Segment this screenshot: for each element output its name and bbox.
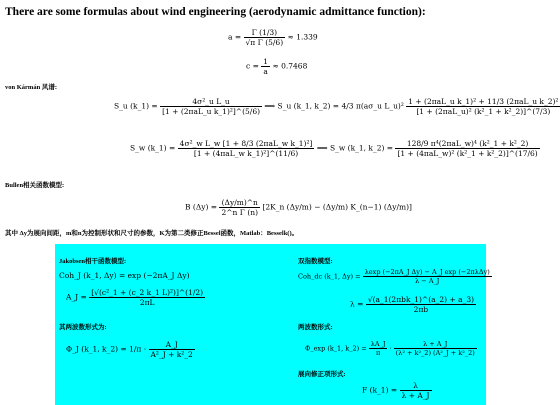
phi-j-denominator: A²_J + k²_2 (150, 350, 193, 359)
phi-exp-numerator: λ + A_J (394, 340, 477, 349)
jakobsen-label: Jakobsen相干函数模型: (59, 258, 127, 265)
jakobsen-coherence: Coh_J (k_1, Δy) = exp (−2πA_J Δy) (59, 271, 190, 280)
von-karman-label: von Kármán 风谱: (5, 84, 57, 91)
su-implies: ⟹ S_u (k_1, k_2) = (264, 101, 340, 111)
coh-dc-denominator: λ − A_J (415, 277, 440, 285)
sw2-denominator: [1 + (4πaL_w)² (k²_1 + k²_2)]^(17/6) (397, 149, 538, 158)
wavenumber-label-right: 两波数形式: (298, 324, 333, 331)
equation-a-denominator: √π Γ (5/6) (245, 38, 284, 47)
su2-coefficient: 4/3 π(aσ_u L_u)² (341, 101, 404, 111)
bullen-label: Bullen相关函数模型: (5, 182, 65, 189)
equation-a-numerator: Γ (1/3) (244, 28, 286, 38)
f-equation (362, 381, 432, 400)
su-denominator: [1 + (2πaL_u k_1)²]^(5/6) (162, 107, 261, 116)
sw-lhs: S_w (k_1) = (130, 143, 176, 153)
phi-exp-coefficient-numerator: λA_J (370, 340, 386, 348)
aj-equation (66, 288, 205, 307)
su2-denominator: [1 + (2πaL_u)² (k²_1 + k²_2)]^(7/3) (416, 107, 551, 116)
phi-exp-coefficient-denominator: π (375, 349, 381, 357)
phi-exp-denominator: (λ² + k²_2) (A²_J + k²_2) (395, 349, 475, 357)
equation-c-numerator: 1 (263, 57, 269, 66)
sw-equation (130, 139, 540, 158)
phi-j-numerator: A_J (149, 340, 195, 350)
aj-numerator: [√(c²_1 + (c_2 k_1 L)²)]^(1/2) (91, 288, 204, 297)
sw-implies: ⟹ S_w (k_1, k_2) = (316, 143, 394, 153)
coh-dc-equation (298, 268, 492, 285)
phi-exp-lhs: Φ_exp (k_1, k_2) = (305, 344, 367, 353)
bullen-equation (185, 198, 412, 217)
coh-dc-lhs: Coh_dc (k_1, Δy) = (298, 272, 361, 281)
wavenumber-label-left: 其两波数形式为: (59, 324, 107, 331)
page-title: There are some formulas about wind engineering (aerodynamic admittance function): (5, 6, 426, 18)
equation-c (246, 57, 307, 76)
su2-numerator: 1 + (2πaL_u k_1)² + 11/3 (2πaL_u k_2)² (408, 97, 559, 106)
phi-exp-equation: Φ_exp (k_1, k_2) = $\frac{\lambda A\_J}{\pi}$ · $\frac{\lambda + A\_J}{\text{(λ² + k²\_2) (A²\_J + k²\_2)}}$ (305, 340, 475, 357)
lambda-equation (350, 295, 476, 314)
equation-c-denominator: a (263, 67, 268, 76)
phi-j-equation: Φ_J (k_1, k_2) = 1/π · $\frac{A\_J}{\text{A²\_J + k²\_2}}$ (66, 340, 193, 359)
aj-lhs: A_J = (66, 292, 87, 302)
equation-c-approx: ≈ 0.7468 (272, 61, 308, 71)
f-numerator: λ (400, 381, 432, 391)
bullen-numerator: (Δy/m)^n (219, 198, 260, 208)
sw2-numerator: 128/9 π⁴(2πaL_w)⁴ (k²_1 + k²_2) (395, 139, 539, 149)
lambda-lhs: λ = (350, 299, 364, 309)
lambda-numerator: √(a_1(2πbk_1)^(a_2) + a_3) (367, 295, 475, 304)
lambda-denominator: 2πb (413, 305, 429, 314)
phi-j-coefficient: 1/π (129, 344, 142, 354)
equation-a-lhs: a = (228, 32, 242, 42)
su-lhs: S_u (k_1) = (114, 101, 158, 111)
f-lhs: F (k_1) = (362, 385, 398, 395)
bullen-lhs: B (Δy) = (185, 202, 218, 212)
spanwise-correction-label: 展向修正项形式: (298, 371, 346, 378)
bullen-rhs: [2K_n (Δy/m) − (Δy/m) K_(n−1) (Δy/m)] (262, 202, 412, 212)
sw-denominator: [1 + (4πaL_w k_1)²]^(11/6) (193, 149, 299, 158)
bullen-denominator: 2^n Γ (n) (221, 208, 259, 217)
equation-a (228, 28, 318, 47)
aj-denominator: 2πL (139, 298, 155, 307)
equation-c-lhs: c = (246, 61, 259, 71)
sw-numerator: 4σ²_w L_w [1 + 8/3 (2πaL_w k_1)²] (179, 139, 313, 148)
equation-a-approx: ≈ 1.339 (287, 32, 318, 42)
su-equation (114, 97, 560, 116)
su-numerator: 4σ²_u L_u (160, 97, 262, 107)
f-denominator: λ + A_J (401, 391, 430, 400)
coh-dc-numerator: λexp (−2πA_J Δy) − A_J exp (−2πλΔy) (364, 268, 490, 276)
phi-j-lhs: Φ_J (k_1, k_2) = (66, 344, 127, 354)
bullen-note: 其中 Δy为展向间距，m和n为控制形状和尺寸的参数，K为第二类修正Bessel函数，Matlab：Besselk()。 (5, 230, 299, 237)
double-exponential-label: 双指数模型: (298, 258, 333, 265)
